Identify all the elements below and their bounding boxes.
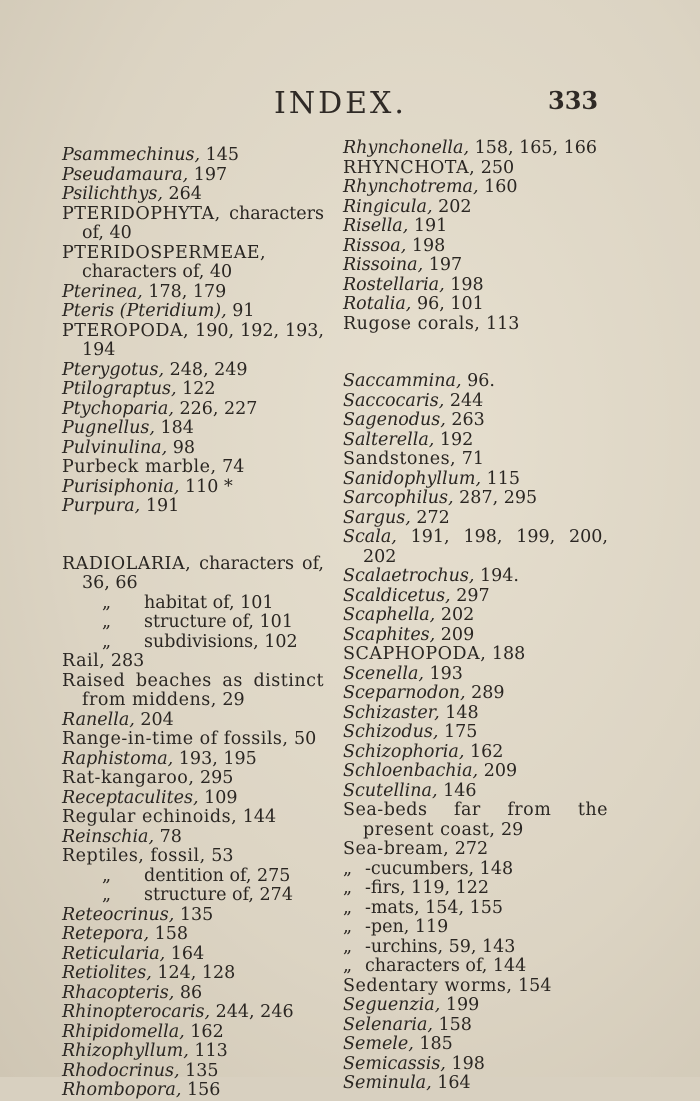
index-entry (62, 185, 324, 205)
ditto-mark: „ (102, 865, 112, 886)
entry-pages: 248, 249 (164, 359, 248, 380)
index-entry (62, 244, 324, 283)
entry-term: Rhynchotrema, (343, 177, 479, 197)
ditto-mark: „ (343, 878, 353, 898)
entry-term: SCAPHOPODA, (343, 644, 487, 664)
entry-pages: 202 (432, 196, 472, 217)
entry-term: Sedentary worms, (343, 975, 513, 996)
index-entry (343, 996, 608, 1016)
index-entry (343, 178, 608, 198)
entry-term: Pterinea, (62, 281, 143, 302)
index-entry (62, 555, 324, 594)
index-entry (343, 567, 608, 587)
subentry-text: subdivisions, 102 (144, 631, 298, 652)
section-gap (62, 517, 324, 555)
entry-pages: 250 (475, 157, 515, 178)
entry-term: Raphistoma, (62, 748, 174, 769)
entry-term: Raised beaches as distinct from middens, (62, 670, 324, 710)
entry-pages: 86 (174, 982, 203, 1003)
entry-term: Rhacopteris, (62, 982, 175, 1003)
entry-pages: 160 (478, 177, 518, 197)
entry-term: Purisiphonia, (62, 476, 180, 497)
index-entry (343, 587, 608, 607)
entry-term: Rhinopterocaris, (62, 1002, 211, 1022)
left-index-column (62, 146, 324, 1101)
entry-pages: 185 (413, 1034, 453, 1054)
index-entry (62, 847, 324, 867)
index-entry (62, 1023, 324, 1043)
entry-term: Rhynchonella, (343, 138, 470, 158)
subentry-text: -mats, 154, 155 (365, 897, 504, 918)
entry-term: Purbeck marble, (62, 457, 217, 477)
index-entry (343, 256, 608, 276)
entry-term: Rhodocrinus, (62, 1060, 180, 1081)
section-gap (343, 334, 608, 372)
index-entry (62, 1062, 324, 1082)
entry-term: Rail, (62, 651, 106, 671)
index-subentry (62, 633, 324, 653)
index-entry (343, 159, 608, 179)
index-entry (343, 645, 608, 665)
entry-pages: 29 (216, 690, 245, 710)
index-subentry (62, 886, 324, 906)
entry-term: Rissoa, (343, 235, 407, 256)
index-subentry (343, 938, 608, 958)
entry-term: Regular echinoids, (62, 807, 238, 827)
index-entry (343, 1035, 608, 1055)
page-number: 333 (548, 86, 599, 115)
right-index-column (343, 139, 608, 1094)
entry-pages: 194. (474, 566, 519, 586)
entry-term: Risella, (343, 216, 409, 236)
index-entry (343, 411, 608, 431)
entry-term: Reptiles, fossil, (62, 846, 206, 866)
entry-pages: 197 (188, 164, 228, 185)
index-entry (343, 470, 608, 490)
index-entry (343, 684, 608, 704)
entry-term: Pugnellus, (62, 418, 155, 438)
index-entry (62, 652, 324, 672)
entry-term: Reticularia, (62, 943, 166, 964)
entry-term: Rugose corals, (343, 313, 481, 334)
entry-pages: characters of, 40 (82, 262, 233, 282)
index-entry (62, 146, 324, 166)
entry-pages: 145 (200, 145, 239, 165)
entry-term: Sceparnodon, (343, 683, 466, 703)
entry-term: Semele, (343, 1034, 414, 1054)
index-entry (62, 361, 324, 381)
index-entry (62, 1042, 324, 1062)
entry-term: Sea-bream, (343, 839, 450, 859)
entry-term: PTERIDOSPERMEAE, (62, 242, 267, 263)
index-entry (343, 431, 608, 451)
index-entry (343, 665, 608, 685)
index-entry (62, 808, 324, 828)
entry-term: PTERIDOPHYTA, (62, 203, 221, 224)
index-entry (62, 945, 324, 965)
entry-term: Rhipidomella, (62, 1021, 185, 1042)
entry-pages: 162 (184, 1021, 224, 1042)
entry-term: Scaphites, (343, 624, 436, 645)
ditto-mark: „ (102, 612, 112, 632)
entry-pages: 78 (154, 826, 182, 847)
entry-pages: 295 (194, 768, 234, 788)
entry-pages: 199 (440, 995, 480, 1015)
entry-term: Semicassis, (343, 1053, 446, 1074)
entry-pages: 146 (437, 780, 477, 801)
entry-pages: 135 (174, 904, 214, 925)
index-entry (343, 392, 608, 412)
entry-term: Pteris (Pteridium), (62, 301, 227, 321)
entry-term: Scutellina, (343, 780, 438, 801)
index-entry (343, 237, 608, 257)
index-entry (343, 528, 608, 567)
index-entry (343, 1016, 608, 1036)
entry-pages: 209 (478, 761, 518, 781)
index-entry (343, 723, 608, 743)
page-title: INDEX. (274, 86, 407, 121)
ditto-mark: „ (343, 917, 353, 937)
subentry-text: habitat of, 101 (144, 592, 274, 613)
entry-term: Psammechinus, (62, 145, 201, 165)
index-entry (343, 626, 608, 646)
entry-pages: characters of, 40 (82, 203, 324, 243)
entry-pages: 71 (456, 449, 484, 469)
index-entry (343, 276, 608, 296)
entry-pages: 244, 246 (210, 1002, 294, 1022)
entry-pages: 197 (423, 255, 463, 275)
index-entry (343, 139, 608, 159)
entry-term: Scaphella, (343, 605, 436, 625)
entry-pages: 191 (140, 496, 180, 516)
entry-term: Receptaculites, (62, 787, 199, 808)
entry-term: Ringicula, (343, 196, 433, 217)
index-entry (343, 315, 608, 335)
subentry-text: structure of, 101 (144, 612, 293, 632)
entry-pages: 91 (226, 301, 255, 321)
index-entry (343, 606, 608, 626)
entry-pages: 283 (105, 651, 145, 671)
entry-pages: 158 (432, 1014, 472, 1035)
index-entry (62, 1081, 324, 1101)
index-entry (343, 977, 608, 997)
entry-pages: 204 (134, 709, 174, 730)
entry-term: Ptychoparia, (62, 398, 174, 419)
index-subentry (343, 899, 608, 919)
index-entry (343, 295, 608, 315)
entry-term: Rissoina, (343, 255, 424, 275)
index-entry (62, 302, 324, 322)
index-entry (343, 372, 608, 392)
entry-term: Retepora, (62, 924, 150, 944)
entry-pages: 193, 195 (173, 748, 257, 769)
ditto-mark: „ (343, 956, 353, 976)
entry-term: Pulvinulina, (62, 437, 168, 458)
index-entry (343, 450, 608, 470)
entry-term: Salterella, (343, 429, 435, 450)
index-subentry (62, 613, 324, 633)
entry-pages: 74 (216, 457, 245, 477)
index-entry (343, 743, 608, 763)
entry-term: Sandstones, (343, 449, 457, 469)
index-entry (62, 380, 324, 400)
entry-term: Sagenodus, (343, 410, 446, 430)
entry-pages: 188 (486, 644, 526, 664)
index-entry (62, 283, 324, 303)
index-entry (62, 458, 324, 478)
index-entry (62, 711, 324, 731)
index-subentry (343, 879, 608, 899)
entry-term: Sea-beds far from the present coast, (343, 800, 608, 840)
subentry-text: characters of, 144 (365, 956, 527, 976)
entry-pages: 156 (181, 1080, 221, 1100)
index-subentry (343, 957, 608, 977)
entry-pages: 154 (512, 975, 552, 996)
index-entry (62, 166, 324, 186)
entry-term: Reinschia, (62, 826, 155, 847)
entry-term: Scenella, (343, 663, 424, 684)
entry-pages: 226, 227 (173, 398, 258, 419)
entry-pages: 122 (176, 379, 216, 399)
index-entry (62, 400, 324, 420)
index-entry (343, 509, 608, 529)
index-entry (62, 789, 324, 809)
entry-term: Rostellaria, (343, 274, 445, 295)
entry-term: Reteocrinus, (62, 904, 175, 925)
entry-pages: 198 (444, 274, 484, 295)
entry-pages: 115 (481, 468, 520, 489)
index-entry (343, 217, 608, 237)
entry-pages: 148 (439, 702, 479, 723)
entry-pages: 98 (167, 437, 195, 458)
entry-term: Pseudamaura, (62, 164, 189, 185)
index-entry (62, 439, 324, 459)
entry-pages: 272 (410, 507, 450, 528)
entry-term: Rat-kangaroo, (62, 768, 195, 788)
entry-term: RADIOLARIA, (62, 553, 192, 574)
entry-pages: 190, 192, 193, 194 (82, 320, 324, 360)
entry-term: Selenaria, (343, 1014, 433, 1035)
entry-pages: 175 (438, 722, 478, 742)
index-entry (343, 782, 608, 802)
entry-term: Rhombopora, (62, 1080, 182, 1100)
ditto-mark: „ (343, 936, 353, 957)
subentry-text: dentition of, 275 (144, 865, 291, 886)
subentry-text: -cucumbers, 148 (365, 858, 514, 879)
entry-pages: 192 (434, 429, 474, 450)
entry-term: Scala, (343, 527, 397, 547)
index-entry (62, 205, 324, 244)
entry-pages: 158, 165, 166 (469, 138, 598, 158)
entry-term: RHYNCHOTA, (343, 157, 476, 178)
entry-pages: 50 (288, 729, 317, 749)
index-subentry (343, 918, 608, 938)
entry-term: Rhizophyllum, (62, 1041, 189, 1061)
entry-pages: 124, 128 (151, 963, 236, 983)
entry-pages: 244 (444, 390, 484, 411)
entry-pages: 113 (188, 1041, 228, 1061)
entry-term: Sargus, (343, 507, 411, 528)
entry-pages: 287, 295 (453, 488, 538, 508)
entry-term: Psilichthys, (62, 184, 163, 204)
entry-pages: 178, 179 (142, 281, 227, 302)
ditto-mark: „ (102, 592, 112, 613)
entry-term: Seguenzia, (343, 995, 441, 1015)
entry-pages: 209 (435, 624, 475, 645)
index-entry (62, 828, 324, 848)
ditto-mark: „ (102, 631, 112, 652)
entry-pages: 113 (480, 313, 520, 334)
index-entry (62, 984, 324, 1004)
entry-pages: 96. (461, 371, 495, 391)
index-entry (343, 704, 608, 724)
subentry-text: -firs, 119, 122 (365, 878, 489, 898)
entry-pages: 263 (445, 410, 485, 430)
subentry-text: -pen, 119 (365, 917, 449, 937)
entry-pages: 193 (423, 663, 463, 684)
entry-term: Ranella, (62, 709, 135, 730)
entry-term: Schloenbachia, (343, 761, 479, 781)
entry-term: Retiolites, (62, 963, 152, 983)
entry-pages: 135 (179, 1060, 219, 1081)
entry-pages: 53 (205, 846, 234, 866)
entry-term: Range-in-time of fossils, (62, 729, 289, 749)
entry-pages: 144 (237, 807, 277, 827)
entry-pages: 202 (435, 605, 475, 625)
index-entry (62, 964, 324, 984)
entry-pages: 272 (449, 839, 489, 859)
entry-term: Saccocaris, (343, 390, 445, 411)
entry-term: Ptilograptus, (62, 379, 177, 399)
index-entry (343, 489, 608, 509)
ditto-mark: „ (343, 858, 353, 879)
entry-pages: 29 (495, 819, 524, 840)
entry-term: Pterygotus, (62, 359, 165, 380)
entry-pages: 289 (465, 683, 505, 703)
index-entry (62, 769, 324, 789)
index-entry (343, 198, 608, 218)
entry-pages: 96, 101 (411, 294, 484, 314)
index-entry (62, 730, 324, 750)
entry-pages: 109 (198, 787, 238, 808)
index-entry (343, 762, 608, 782)
index-entry (343, 801, 608, 840)
index-entry (62, 322, 324, 361)
entry-term: Schizaster, (343, 702, 440, 723)
index-entry (343, 840, 608, 860)
entry-term: Schizodus, (343, 722, 439, 742)
entry-pages: 162 (464, 741, 504, 762)
entry-pages: 191 (408, 216, 448, 236)
entry-pages: 164 (431, 1073, 471, 1093)
entry-pages: 110 * (179, 476, 233, 497)
index-entry (343, 1055, 608, 1075)
index-entry (62, 750, 324, 770)
entry-term: Scaldicetus, (343, 585, 451, 606)
subentry-text: structure of, 274 (144, 885, 293, 905)
entry-pages: 191, 198, 199, 200, 202 (363, 527, 608, 567)
index-entry (62, 672, 324, 711)
index-entry (62, 925, 324, 945)
ditto-mark: „ (102, 885, 112, 905)
index-subentry (343, 860, 608, 880)
entry-term: Saccammina, (343, 371, 462, 391)
entry-pages: characters of, 36, 66 (82, 553, 324, 593)
entry-pages: 164 (165, 943, 205, 964)
index-subentry (62, 867, 324, 887)
entry-term: Seminula, (343, 1073, 432, 1093)
entry-pages: 184 (154, 418, 194, 438)
entry-term: Schizophoria, (343, 741, 465, 762)
entry-term: Scalaetrochus, (343, 566, 475, 586)
entry-pages: 158 (149, 924, 188, 944)
index-entry (62, 906, 324, 926)
index-entry (62, 1003, 324, 1023)
entry-term: Rotalia, (343, 294, 412, 314)
index-entry (62, 497, 324, 517)
entry-term: PTEROPODA, (62, 320, 190, 341)
subentry-text: -urchins, 59, 143 (365, 936, 516, 957)
entry-term: Purpura, (62, 496, 141, 516)
entry-pages: 198 (445, 1053, 485, 1074)
index-entry (62, 419, 324, 439)
entry-pages: 198 (406, 235, 446, 256)
entry-pages: 297 (450, 585, 490, 606)
ditto-mark: „ (343, 897, 353, 918)
entry-term: Sarcophilus, (343, 488, 454, 508)
entry-pages: 264 (162, 184, 202, 204)
index-subentry (62, 594, 324, 614)
index-entry (62, 478, 324, 498)
entry-term: Sanidophyllum, (343, 468, 482, 489)
